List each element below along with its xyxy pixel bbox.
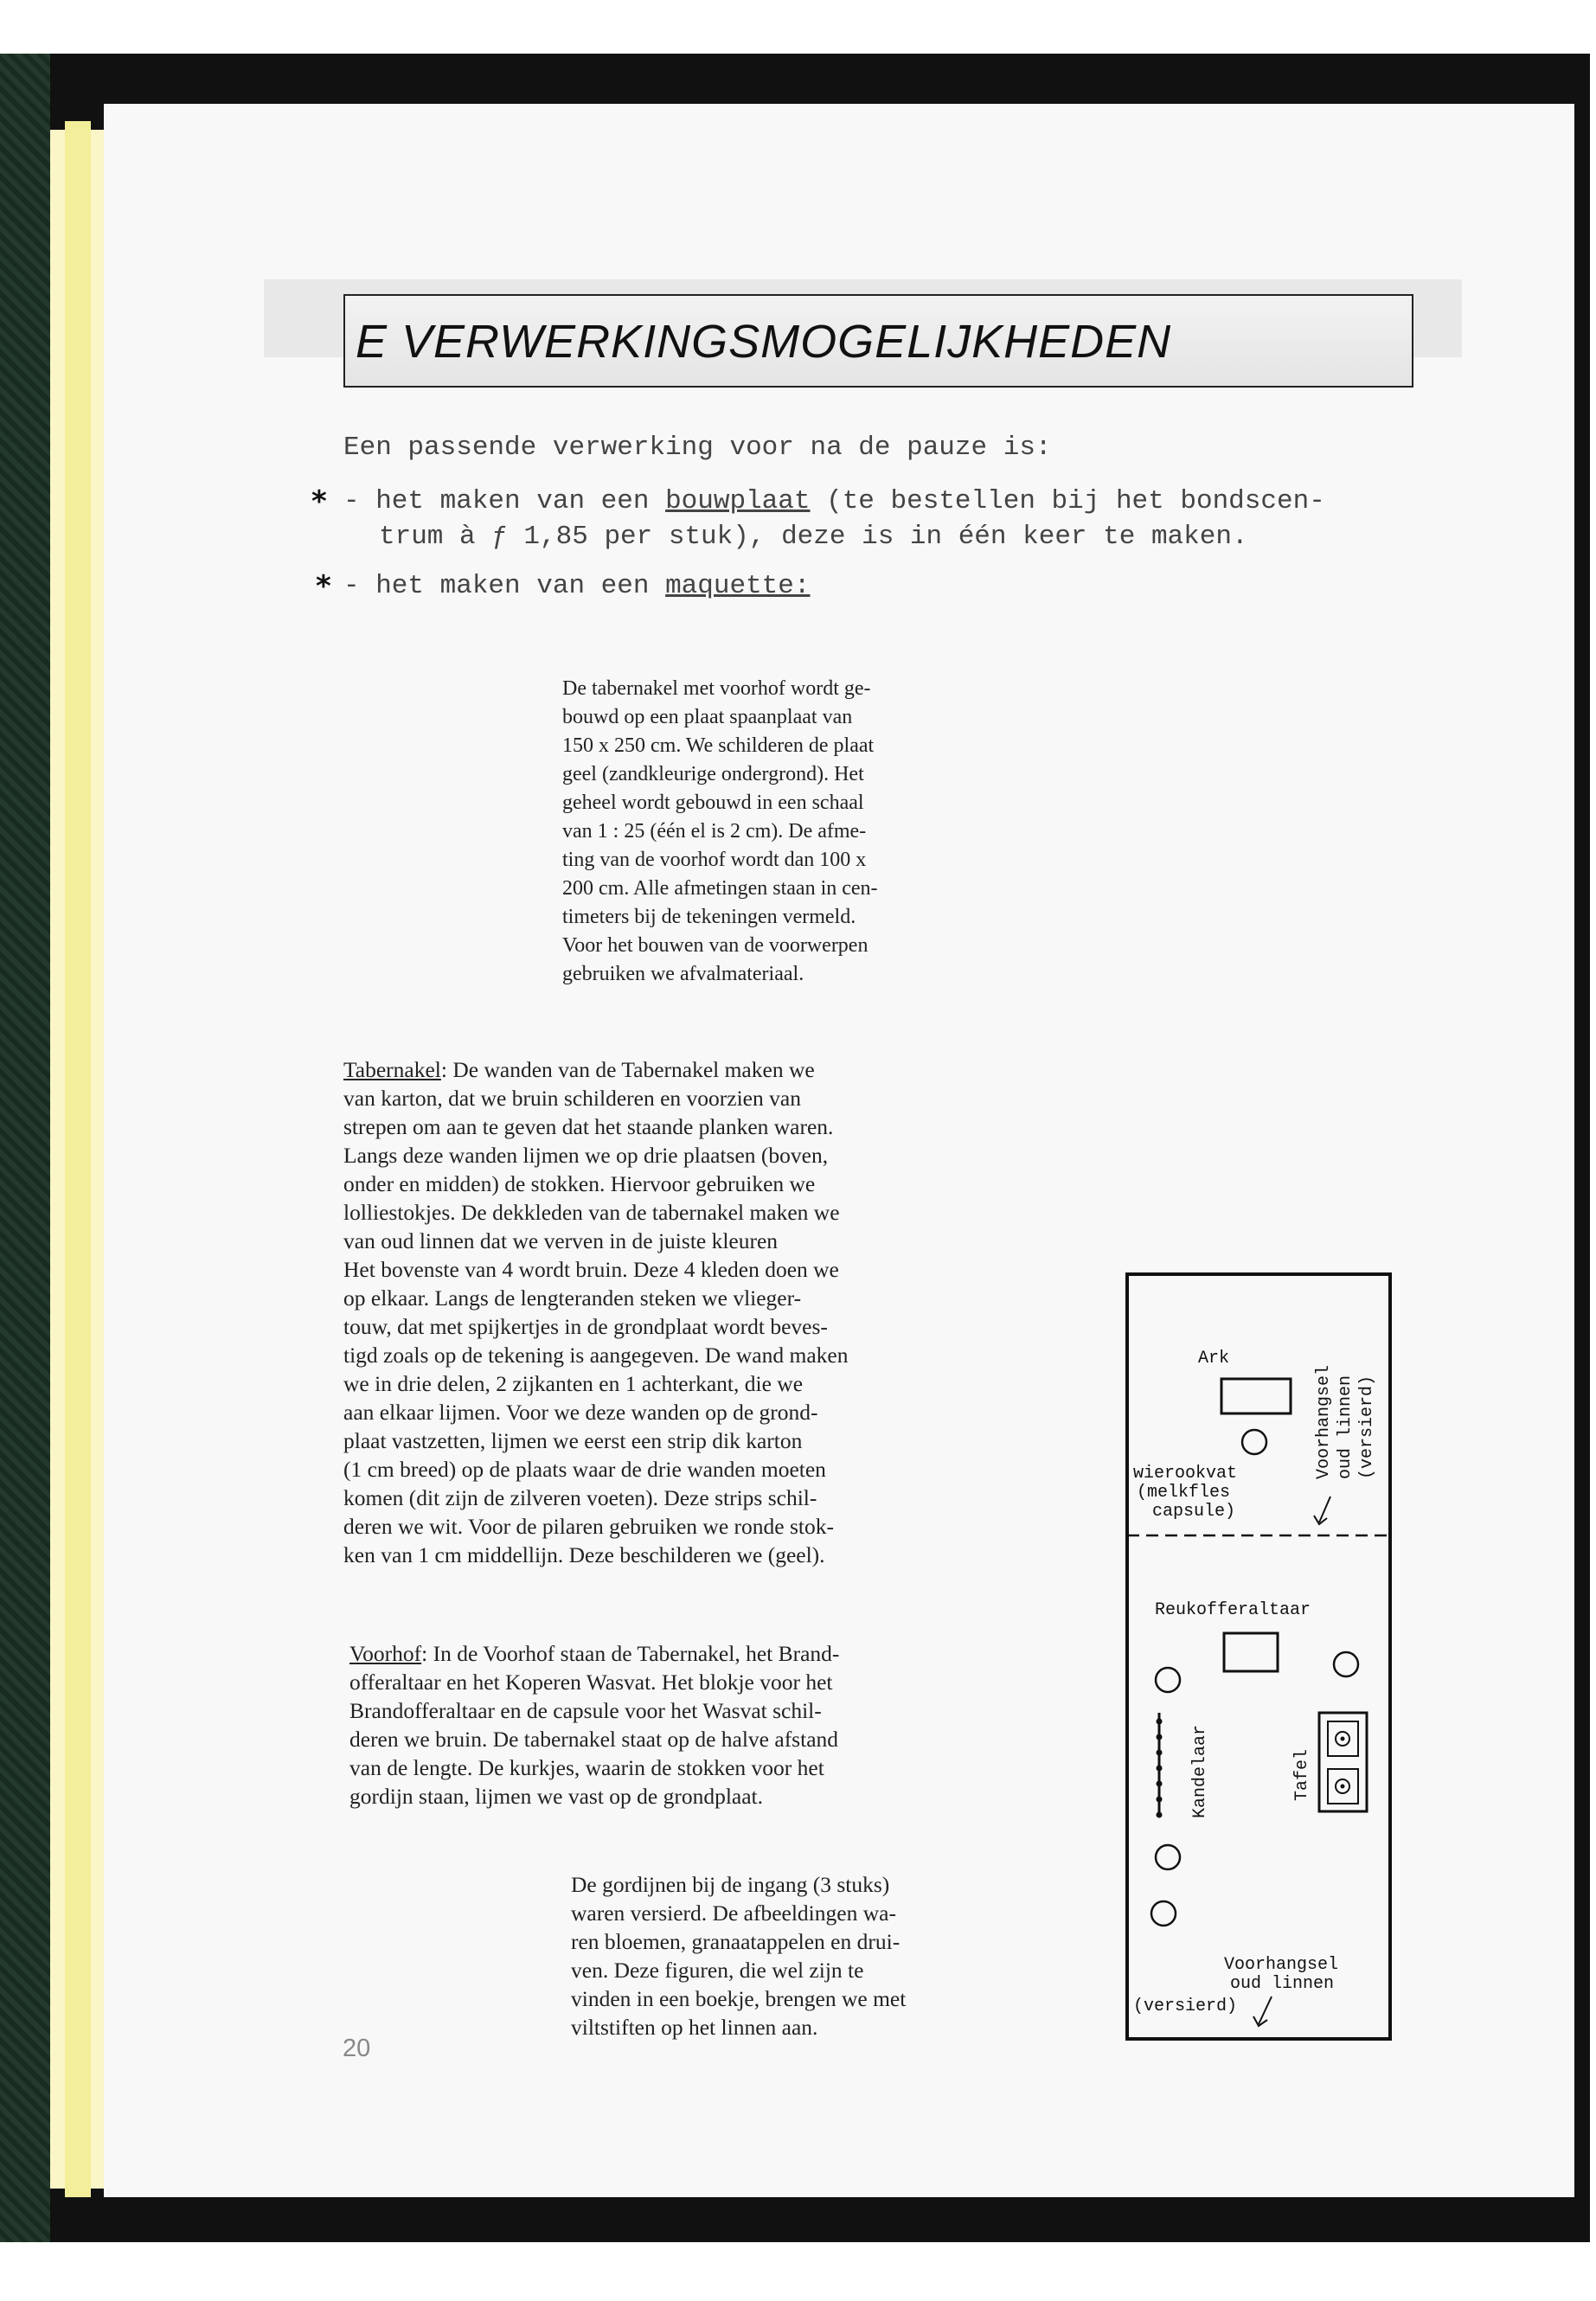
tafel-shape xyxy=(1319,1713,1367,1811)
text-line: aan elkaar lijmen. Voor we deze wanden op de grond- xyxy=(343,1400,818,1425)
cork-circle xyxy=(1151,1901,1176,1926)
cork-circle xyxy=(1156,1668,1180,1692)
voorhangsel-top-label-2: oud linnen xyxy=(1336,1375,1356,1479)
text-line: van de lengte. De kurkjes, waarin de stokken voor het xyxy=(349,1755,824,1780)
kandelaar-light xyxy=(1157,1719,1163,1725)
kandelaar-light xyxy=(1157,1812,1163,1818)
arrow-line-bottom xyxy=(1259,1997,1272,2024)
tabernakel-paragraph xyxy=(343,1055,848,1569)
voorhof-heading: Voorhof xyxy=(349,1641,422,1666)
tafel-label: Tafel xyxy=(1292,1748,1312,1801)
tabernakel-heading: Tabernakel xyxy=(343,1057,441,1082)
text-line: strepen om aan te geven dat het staande planken waren. xyxy=(343,1114,834,1139)
page-edges-inner xyxy=(65,121,91,2197)
text-line: Langs deze wanden lijmen we op drie plaatsen (boven, xyxy=(343,1143,829,1168)
voorhangsel-bottom-label-1: Voorhangsel xyxy=(1224,1955,1339,1975)
text-line: ven. Deze figuren, die wel zijn te xyxy=(571,1958,864,1983)
text-line: waren versierd. De afbeeldingen wa- xyxy=(571,1900,896,1926)
text-line: komen (dit zijn de zilveren voeten). Deze strips schil- xyxy=(343,1485,817,1510)
text-line: onder en midden) de stokken. Hiervoor gebruiken we xyxy=(343,1171,816,1196)
text-line: van 1 : 25 (één el is 2 cm). De afme- xyxy=(562,820,867,843)
wierookvat-label-3: capsule) xyxy=(1152,1502,1236,1522)
text-line: we in drie delen, 2 zijkanten en 1 achterkant, die we xyxy=(343,1371,804,1396)
kandelaar-light xyxy=(1157,1734,1163,1740)
text-line: offeraltaar en het Koperen Wasvat. Het blokje voor het xyxy=(349,1670,833,1695)
wierookvat-label-2: (melkfles xyxy=(1137,1483,1231,1503)
text-line: van karton, dat we bruin schilderen en voorzien van xyxy=(343,1086,801,1111)
tabernakel-floorplan-diagram xyxy=(1125,1272,1393,2044)
voorhangsel-bottom-label-3: (versierd) xyxy=(1133,1997,1238,2016)
text-line: ting van de voorhof wordt dan 100 x xyxy=(562,849,867,871)
tafel-bread-dot xyxy=(1341,1737,1345,1741)
reukofferaltaar-shape xyxy=(1224,1633,1278,1671)
bouwplaat-link: bouwplaat xyxy=(665,486,811,516)
wierookvat-label-1: wierookvat xyxy=(1133,1464,1238,1484)
text-line: viltstiften op het linnen aan. xyxy=(571,2015,818,2040)
text-line: 200 cm. Alle afmetingen staan in cen- xyxy=(562,877,878,900)
text-line: De gordijnen bij de ingang (3 stuks) xyxy=(571,1872,890,1897)
kandelaar-light xyxy=(1157,1797,1163,1803)
intro-line: Een passende verwerking voor na de pauze is: xyxy=(343,433,1052,463)
kandelaar-label: Kandelaar xyxy=(1190,1724,1210,1818)
text-line: gordijn staan, lijmen we vast op de grondplaat. xyxy=(349,1784,764,1809)
maquette-intro-paragraph xyxy=(562,675,878,989)
voorhangsel-top-label-3: (versierd) xyxy=(1357,1375,1377,1479)
maquette-link: maquette: xyxy=(665,571,811,601)
text-line: ken van 1 cm middellijn. Deze beschilderen we (geel). xyxy=(343,1542,825,1567)
voorhangsel-top-label-1: Voorhangsel xyxy=(1314,1364,1334,1479)
text-line: geheel wordt gebouwd in een schaal xyxy=(562,792,864,814)
text-line: geel (zandkleurige ondergrond). Het xyxy=(562,763,864,785)
text-line: timeters bij de tekeningen vermeld. xyxy=(562,906,856,928)
text-line: op elkaar. Langs de lengteranden steken we vlieger- xyxy=(343,1285,802,1311)
cork-circle xyxy=(1156,1845,1180,1869)
text-line: deren we wit. Voor de pilaren gebruiken we ronde stok- xyxy=(343,1514,834,1539)
voorhof-first-line: Voorhof: In de Voorhof staan de Tabernakel, het Brand- xyxy=(349,1641,840,1666)
bullet2-line: - het maken van een maquette: xyxy=(343,571,811,601)
kandelaar-light xyxy=(1157,1781,1163,1787)
text-line: gebruiken we afvalmateriaal. xyxy=(562,963,804,985)
text-line: tigd zoals op de tekening is aangegeven. De wand maken xyxy=(343,1343,849,1368)
scan-border-top xyxy=(0,0,1596,54)
text-line: plaat vastzetten, lijmen we eerst een strip dik karton xyxy=(343,1428,803,1453)
gordijnen-paragraph xyxy=(571,1870,906,2041)
arrow-line-top xyxy=(1319,1497,1330,1522)
cork-circle xyxy=(1334,1652,1358,1676)
scan-border-bottom xyxy=(0,2242,1596,2301)
text-line: deren we bruin. De tabernakel staat op de halve afstand xyxy=(349,1727,839,1752)
voorhangsel-bottom-label-2: oud linnen xyxy=(1230,1974,1335,1994)
text-line: ren bloemen, granaatappelen en drui- xyxy=(571,1929,901,1954)
ark-label: Ark xyxy=(1198,1349,1230,1368)
text-line: Voor het bouwen van de voorwerpen xyxy=(562,934,869,957)
text-line: (1 cm breed) op de plaats waar de drie wanden moeten xyxy=(343,1457,826,1482)
tafel-bread-dot xyxy=(1341,1785,1345,1789)
wierookvat-shape xyxy=(1242,1430,1266,1454)
text-line: lolliestokjes. De dekkleden van de tabernakel maken we xyxy=(343,1200,840,1225)
ark-shape xyxy=(1221,1379,1291,1413)
text-line: 150 x 250 cm. We schilderen de plaat xyxy=(562,734,875,757)
tabernakel-first-line: Tabernakel: De wanden van de Tabernakel maken we xyxy=(343,1057,815,1082)
bullet1-line2: trum à ƒ 1,85 per stuk), deze is in één keer te maken. xyxy=(379,522,1248,552)
bullet1-line1: - het maken van een bouwplaat (te bestellen bij het bondscen- xyxy=(343,486,1325,516)
bullet-star-icon: * xyxy=(316,569,331,604)
text-line: touw, dat met spijkertjes in de grondplaat wordt beves- xyxy=(343,1314,828,1339)
text-line: Brandofferaltaar en de capsule voor het Wasvat schil- xyxy=(349,1698,822,1723)
book-binding xyxy=(0,54,50,2242)
bullet-star-icon: * xyxy=(311,484,327,519)
voorhof-paragraph xyxy=(349,1639,839,1811)
text-line: De tabernakel met voorhof wordt ge- xyxy=(562,677,871,700)
section-title: E VERWERKINGSMOGELIJKHEDEN xyxy=(356,316,1172,368)
text-line: vinden in een boekje, brengen we met xyxy=(571,1986,907,2011)
section-title-box xyxy=(343,294,1413,388)
text-line: bouwd op een plaat spaanplaat van xyxy=(562,706,853,728)
kandelaar-light xyxy=(1157,1766,1163,1772)
reukofferaltaar-label: Reukofferaltaar xyxy=(1155,1600,1311,1620)
kandelaar-light xyxy=(1157,1750,1163,1756)
page-number: 20 xyxy=(343,2035,371,2062)
text-line: van oud linnen dat we verven in de juiste kleuren xyxy=(343,1228,779,1253)
text-line: Het bovenste van 4 wordt bruin. Deze 4 kleden doen we xyxy=(343,1257,839,1282)
